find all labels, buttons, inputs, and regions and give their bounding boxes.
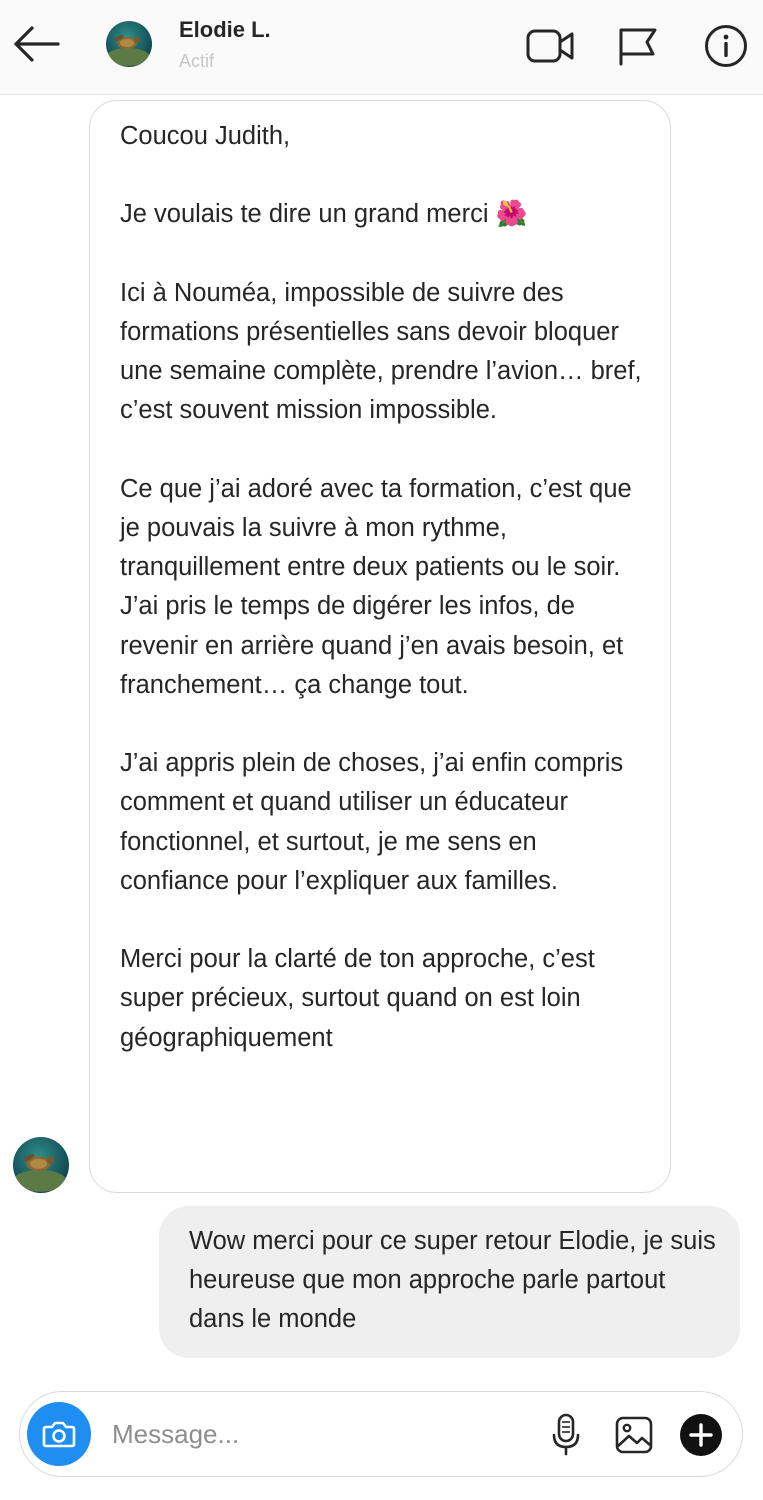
message-paragraph: Ici à Nouméa, impossible de suivre des formations présentielles sans devoir bloquer une semaine complète, prendre l’avion… bref, c’est souvent mission impossible. — [120, 278, 642, 425]
contact-name[interactable]: Elodie L. — [179, 17, 271, 42]
contact-status: Actif — [179, 51, 215, 71]
arrow-left-icon — [12, 26, 60, 62]
more-options-button[interactable] — [677, 1411, 725, 1459]
outgoing-message-bubble[interactable] — [159, 1206, 740, 1358]
back-button[interactable] — [10, 22, 62, 66]
attach-image-button[interactable] — [610, 1411, 658, 1459]
message-paragraph: Ce que j’ai adoré avec ta formation, c’est que je pouvais la suivre à mon rythme, tranquillement entre deux patients ou le soir. J’ai pris le temps de digérer les infos, de revenir en arrière quand j’en avais besoin, et franchement… ça change tout. — [120, 474, 632, 699]
image-icon — [614, 1415, 654, 1455]
chat-header — [0, 0, 763, 95]
message-paragraph: Coucou Judith, — [120, 122, 291, 150]
message-paragraph: Merci pour la clarté de ton approche, c’est super précieux, surtout quand on est loin géographiquement — [120, 945, 595, 1052]
report-button[interactable] — [612, 22, 664, 70]
video-camera-icon — [526, 28, 574, 64]
turtle-avatar — [106, 21, 152, 67]
message-text: Wow merci pour ce super retour Elodie, je suis heureuse que mon approche parle partout dans le monde — [189, 1227, 716, 1334]
plus-circle-icon — [679, 1413, 723, 1457]
microphone-icon — [551, 1413, 581, 1457]
sender-avatar[interactable] — [13, 1137, 69, 1193]
message-composer — [19, 1391, 743, 1477]
contact-avatar[interactable] — [106, 21, 152, 67]
incoming-message-bubble[interactable] — [89, 100, 671, 1193]
flag-icon — [617, 26, 659, 66]
message-input[interactable] — [112, 1412, 532, 1456]
voice-message-button[interactable] — [542, 1411, 590, 1459]
camera-icon — [42, 1419, 76, 1449]
camera-button[interactable] — [27, 1402, 91, 1466]
info-button[interactable] — [700, 22, 752, 70]
message-paragraph: J’ai appris plein de choses, j’ai enfin compris comment et quand utiliser un éducateur fonctionnel, et surtout, je me sens en confiance pour l’expliquer aux familles. — [120, 749, 624, 895]
message-paragraph: Je voulais te dire un grand merci 🌺 — [120, 200, 528, 229]
turtle-avatar — [13, 1137, 69, 1193]
video-call-button[interactable] — [524, 22, 576, 70]
info-icon — [704, 24, 748, 68]
